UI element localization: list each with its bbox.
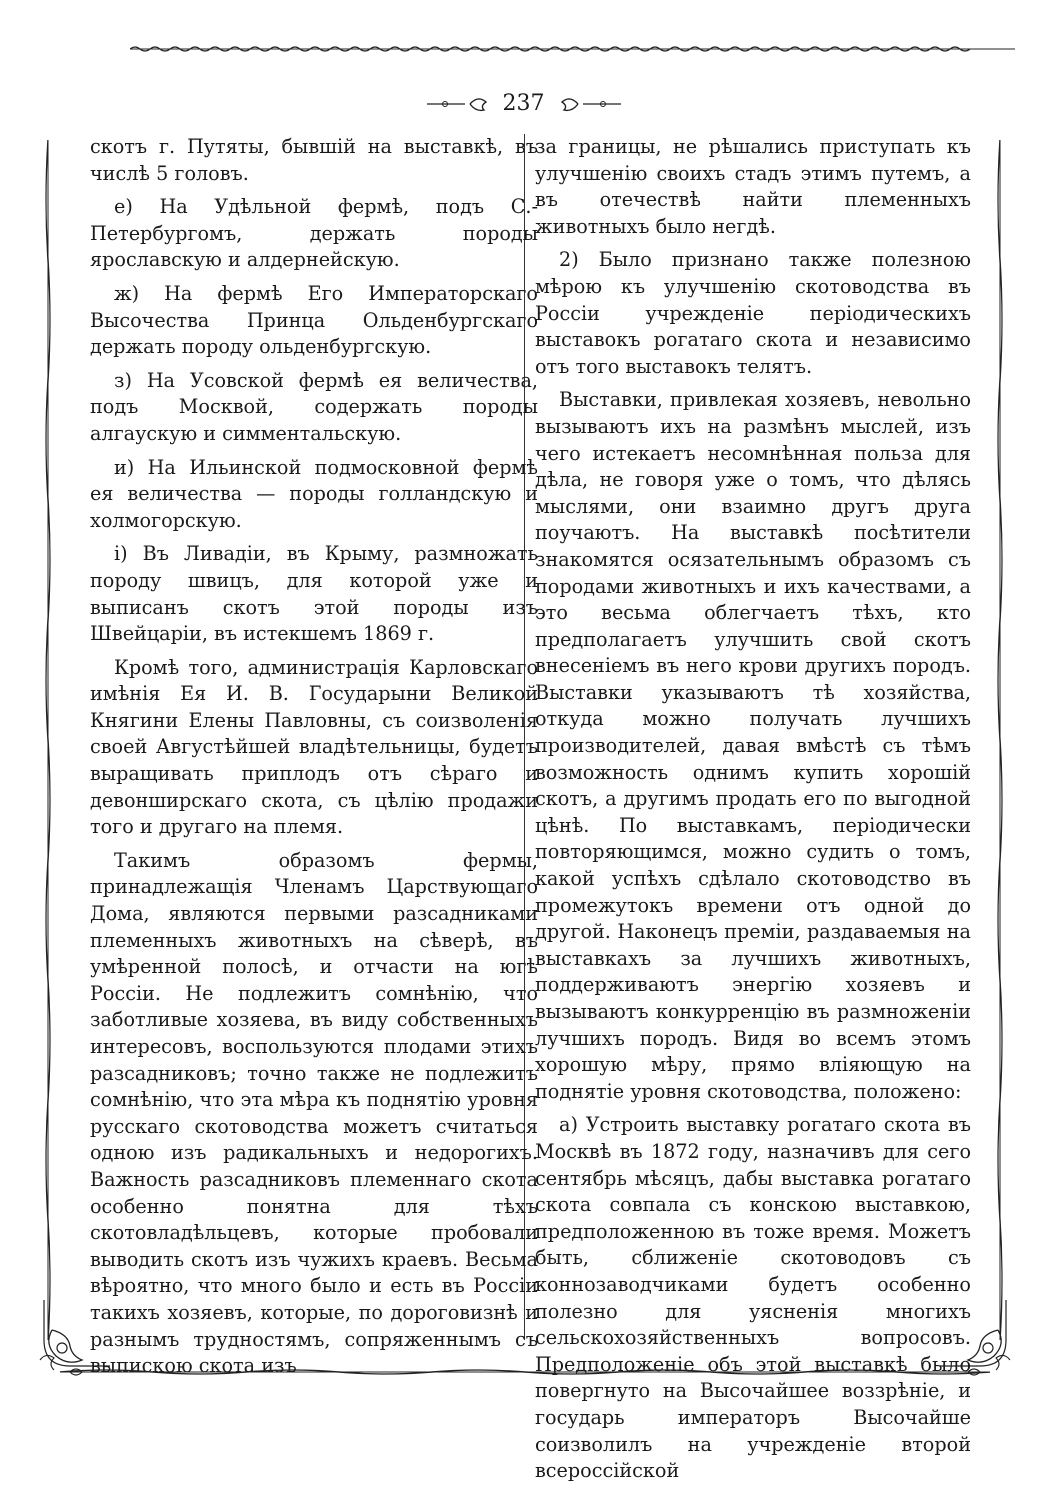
paragraph: ж) На фермѣ Его Императорскаго Высочества Принца Ольденбургскаго держать породу ольденбургскую. — [90, 281, 538, 359]
top-border-ornament — [130, 45, 1015, 53]
paragraph: е) На Удѣльной фермѣ, подъ С.-Петербургомъ, держать породы ярославскую и алдернейскую. — [90, 195, 538, 272]
header-right-flourish-icon — [553, 94, 623, 114]
paragraph: Кромѣ того, администрація Карловскаго имѣнія Ея И. В. Государыни Великой Княгини Елены Павловны, съ соизволенія своей Августѣйшей владѣтельницы, будетъ выращивать приплодъ отъ сѣраго и девонширскаго скота, съ цѣлію продажи того и другаго на племя. — [90, 655, 538, 839]
paragraph: и) На Ильинской подмосковной фермѣ ея величества — породы голландскую и холмогорскую. — [90, 455, 538, 532]
paragraph: з) На Усовской фермѣ ея величества, подъ Москвой, содержать породы алгаускую и симментальскую. — [90, 368, 538, 445]
paragraph: а) Устроить выставку рогатаго скота въ Москвѣ въ 1872 году, назначивъ для сего сентябрь мѣсяцъ, дабы выставка рогатаго скота совпала съ конскою выставкою, предположенною въ тоже время. Можетъ быть, сближеніе скотоводовъ съ коннозаводчиками будетъ особенно полезно для уясненія многихъ сельскохозяйственныхъ вопросовъ. Предположеніе объ этой выставкѣ было повергнуто на Высочайшее воззрѣніе, и государь императоръ Высочайше соизволилъ на учрежденіе второй всероссійской — [535, 1113, 971, 1483]
paragraph: і) Въ Ливадіи, въ Крыму, размножать породу швицъ, для которой уже и выписанъ скотъ этой породы изъ Швейцаріи, въ истекшемъ 1869 г. — [90, 542, 538, 646]
right-column — [535, 134, 971, 1492]
header-left-flourish-icon — [425, 94, 495, 114]
right-border-ornament — [996, 140, 1004, 1340]
paragraph: Выставки, привлекая хозяевъ, невольно вызываютъ ихъ на размѣнъ мыслей, изъ чего истекаетъ несомнѣнная польза для дѣла, не говоря уже о томъ, что дѣлясь мыслями, они взаимно другъ друга поучаютъ. На выставкѣ посѣтители знакомятся осязательнымъ образомъ съ породами животныхъ и ихъ качествами, а это весьма облегчаетъ тѣхъ, кто предполагаетъ улучшить свой скотъ внесеніемъ въ него крови другихъ породъ. Выставки указываютъ тѣ хозяйства, откуда можно получать лучшихъ производителей, давая вмѣстѣ съ тѣмъ возможность однимъ купить хорошій скотъ, а другимъ продать его по выгодной цѣнѣ. По выставкамъ, періодически повторяющимся, можно судить о томъ, какой успѣхъ сдѣлало скотоводство въ промежутокъ времени отъ одной до другой. Наконецъ преміи, раздаваемыя на выставкахъ за лучшихъ животныхъ, поддерживаютъ энергію хозяевъ и вызываютъ конкурренцію въ размноженіи лучшихъ породъ. Видя во всемъ этомъ хорошую мѣру, прямо вліяющую на поднятіе уровня скотоводства, положено: — [535, 388, 971, 1103]
bottom-border-ornament — [60, 1368, 990, 1376]
paragraph: за границы, не рѣшались приступать къ улучшенію своихъ стадъ этимъ путемъ, а въ отечествѣ найти племенныхъ животныхъ было негдѣ. — [535, 135, 971, 238]
paragraph: скотъ г. Путяты, бывшій на выставкѣ, въ числѣ 5 головъ. — [90, 135, 538, 185]
paragraph: Такимъ образомъ фермы, принадлежащія Членамъ Царствующаго Дома, являются первыми разсадниками племенныхъ животныхъ на сѣверѣ, въ умѣренной полосѣ, и отчасти на югѣ Россіи. Не подлежитъ сомнѣнію, что заботливые хозяева, въ виду собственныхъ интересовъ, воспользуются плодами этихъ разсадниковъ; точно также не подлежитъ сомнѣнію, что эта мѣра къ поднятію уровня русскаго скотоводства можетъ считаться одною изъ радикальныхъ и недорогихъ. Важность разсадниковъ племеннаго скота особенно понятна для тѣхъ скотовладѣльцевъ, которые пробовали выводить скотъ изъ чужихъ краевъ. Весьма вѣроятно, что много было и есть въ Россіи такихъ хозяевъ, которые, по дороговизнѣ и разнымъ трудностямъ, сопряженнымъ съ выпискою скота изъ — [90, 848, 538, 1378]
paragraph: 2) Было признано также полезною мѣрою къ улучшенію скотоводства въ Россіи учрежденіе періодическихъ выставокъ рогатаго скота и независимо отъ того выставокъ телятъ. — [535, 248, 971, 378]
page-header — [0, 86, 1047, 122]
left-border-ornament — [44, 140, 52, 1340]
page-number: 237 — [502, 91, 545, 116]
left-column — [90, 134, 538, 1387]
